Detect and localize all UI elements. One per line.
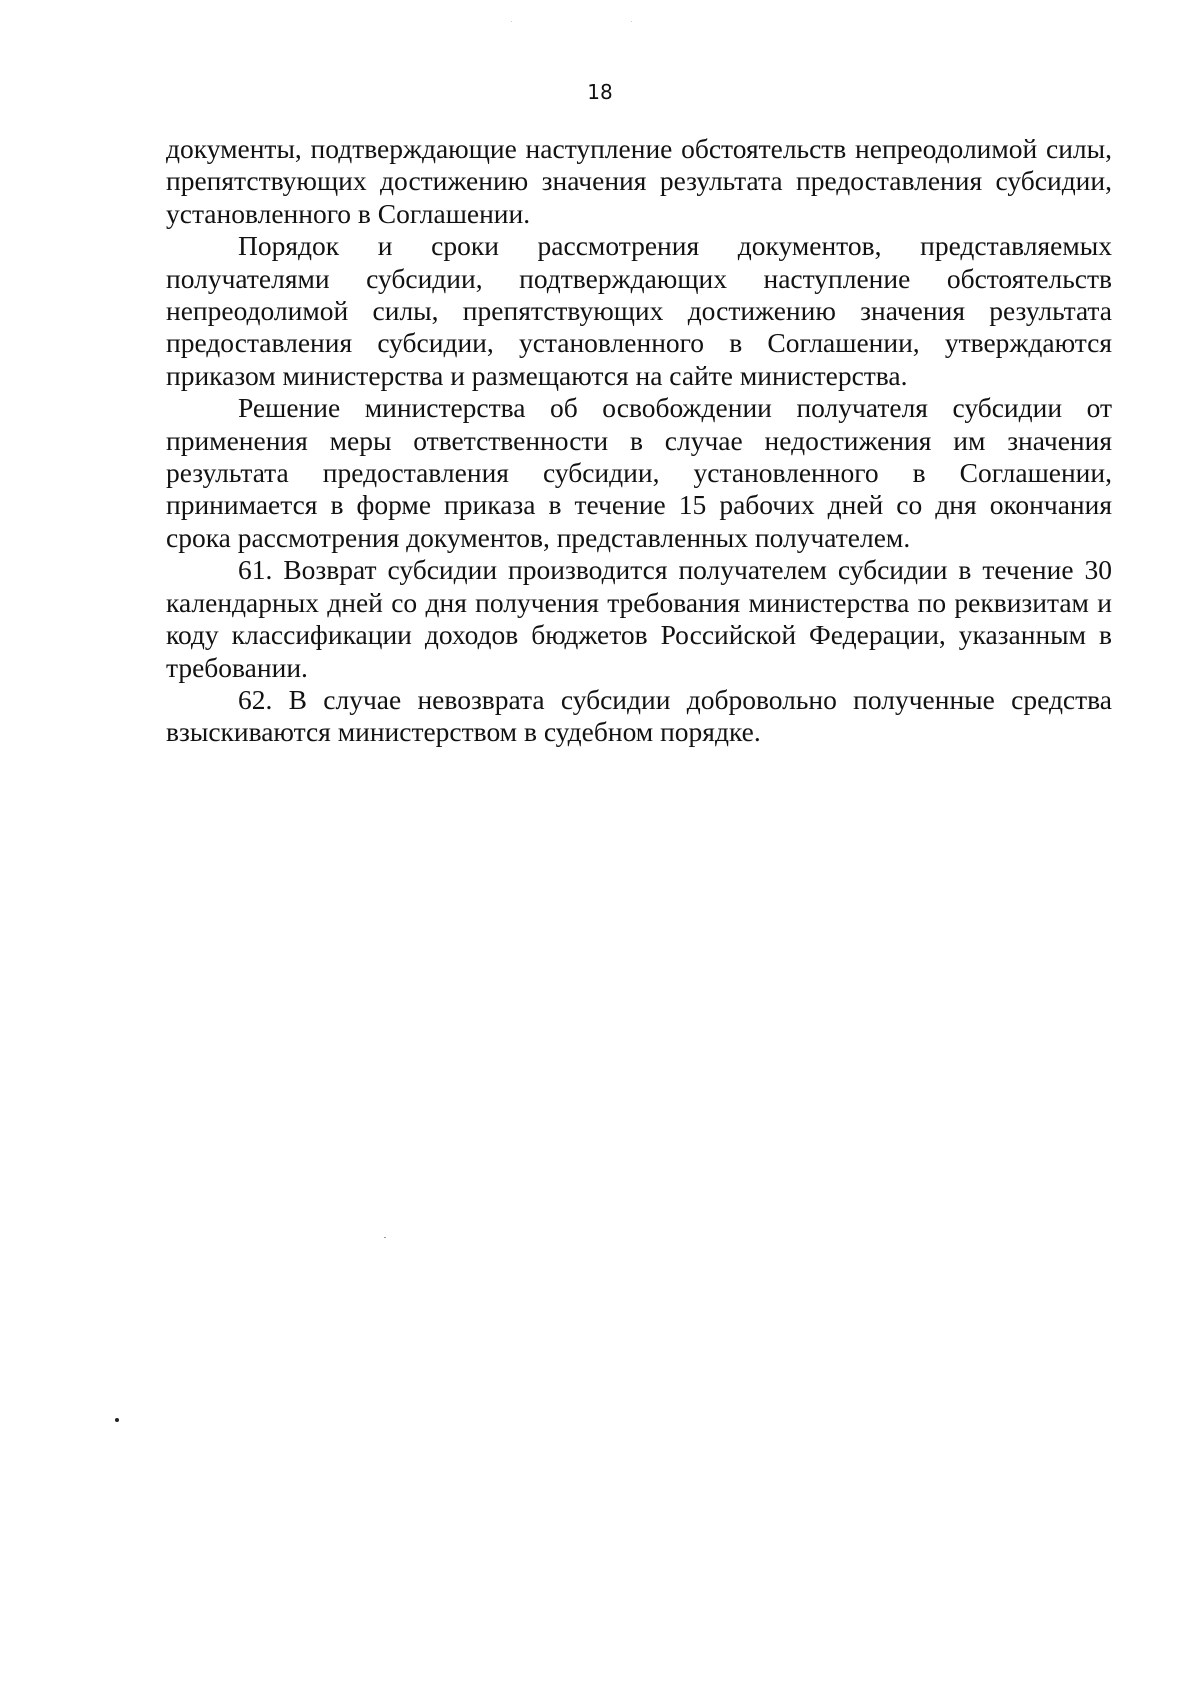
paragraph-exemption-decision: Решение министерства об освобождении получателя субсидии от применения меры ответственности в случае недостижения им значения результата предоставления субсидии, установленного в Соглашении, принимается в форме приказа в течение 15 рабочих дней со дня окончания срока рассмотрения документов, представленных получателем.: [166, 392, 1112, 553]
scan-speck: [384, 1237, 386, 1238]
scan-speck: [115, 1418, 119, 1422]
scan-speck: [631, 21, 632, 22]
document-body: [166, 133, 1112, 749]
page-number: 18: [587, 80, 613, 104]
paragraph-continuation: документы, подтверждающие наступление обстоятельств непреодолимой силы, препятствующих достижению значения результата предоставления субсидии, установленного в Соглашении.: [166, 133, 1112, 229]
paragraph-item-62: 62. В случае невозврата субсидии добровольно полученные средства взыскиваются министерством в судебном порядке.: [166, 683, 1112, 748]
scan-speck: [511, 21, 512, 22]
paragraph-item-61: 61. Возврат субсидии производится получателем субсидии в течение 30 календарных дней со дня получения требования министерства по реквизитам и коду классификации доходов бюджетов Российской Федерации, указанным в требовании.: [166, 554, 1112, 683]
paragraph-review-procedure: Порядок и сроки рассмотрения документов, представляемых получателями субсидии, подтверждающих наступление обстоятельств непреодолимой силы, препятствующих достижению значения результата предоставления субсидии, установленного в Соглашении, утверждаются приказом министерства и размещаются на сайте министерства.: [166, 230, 1112, 391]
